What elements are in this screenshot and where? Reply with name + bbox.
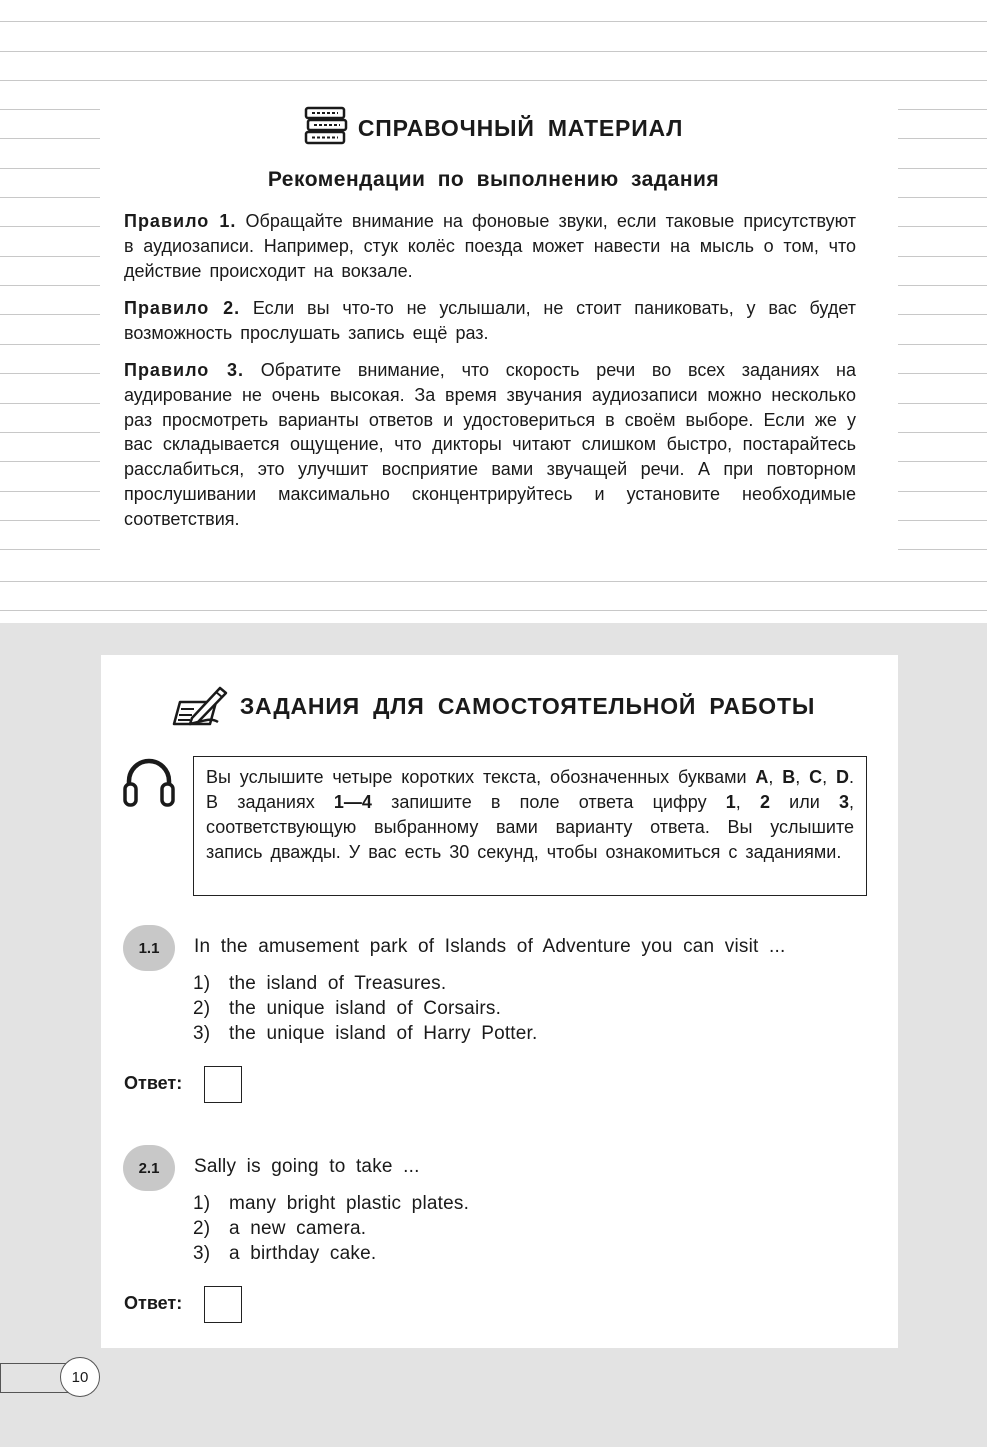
question-number-badge: 2.1 <box>123 1145 175 1191</box>
tasks-heading-text: ЗАДАНИЯ ДЛЯ САМОСТОЯТЕЛЬНОЙ РАБОТЫ <box>239 692 816 719</box>
letter-d: D <box>835 767 849 787</box>
ruled-line <box>0 51 987 52</box>
ruled-line <box>0 403 100 404</box>
digit-1: 1 <box>725 792 736 812</box>
rule-1-text: Обращайте внимание на фоновые звуки, если таковые присутствуют в аудиозаписи. Например, стук колёс поезда может навести на мысль о том, что действие происходит на вокзале. <box>124 211 856 281</box>
ruled-line <box>898 461 987 462</box>
instruction-text: , соответствующую выбранному вами варианту ответа. Вы услышите запись дважды. У вас есть 30 секунд, чтобы ознакомиться с заданиями. <box>206 792 854 862</box>
ruled-line <box>898 256 987 257</box>
question-number-badge: 1.1 <box>123 925 175 971</box>
option-number: 1) <box>193 973 211 994</box>
rule-1 <box>124 209 856 283</box>
option-number: 3) <box>193 1243 211 1264</box>
task-range: 1—4 <box>333 792 372 812</box>
answer-option <box>193 1218 366 1240</box>
option-text: the island of Treasures. <box>229 973 447 994</box>
ruled-line <box>898 520 987 521</box>
recommendations-subheading: Рекомендации по выполнению задания <box>267 168 720 191</box>
option-number: 1) <box>193 1193 211 1214</box>
letter-c: C <box>809 767 823 787</box>
digit-2: 2 <box>759 792 770 812</box>
answer-option <box>193 1193 469 1215</box>
answer-box[interactable] <box>204 1286 242 1323</box>
instruction-text: . В заданиях <box>206 767 854 812</box>
ruled-line <box>0 520 100 521</box>
ruled-line <box>898 403 987 404</box>
rule-2-text: Если вы что-то не услышали, не стоит паниковать, у вас будет возможность прослушать запись ещё раз. <box>124 298 856 343</box>
option-text: a new camera. <box>229 1218 367 1239</box>
question-text: Sally is going to take ... <box>194 1156 420 1177</box>
ruled-line <box>0 491 100 492</box>
option-text: a birthday cake. <box>229 1243 377 1264</box>
option-text: the unique island of Corsairs. <box>229 998 502 1019</box>
option-number: 3) <box>193 1023 211 1044</box>
letter-a: A <box>755 767 769 787</box>
ruled-line <box>898 432 987 433</box>
ruled-line <box>0 461 100 462</box>
ruled-line <box>0 256 100 257</box>
ruled-line <box>0 549 100 550</box>
ruled-line <box>898 491 987 492</box>
answer-option <box>193 998 501 1020</box>
ruled-line <box>0 373 100 374</box>
reference-heading-text: СПРАВОЧНЫЙ МАТЕРИАЛ <box>357 114 684 141</box>
ruled-line <box>0 314 100 315</box>
answer-option <box>193 1023 538 1045</box>
letter-b: B <box>782 767 796 787</box>
ruled-line <box>898 373 987 374</box>
answer-box[interactable] <box>204 1066 242 1103</box>
answer-label: Ответ: <box>124 1293 183 1313</box>
ruled-line <box>0 21 987 22</box>
digit-3: 3 <box>838 792 849 812</box>
rule-3-text: Обратите внимание, что скорость речи во всех заданиях на аудирование не очень высокая. За время звучания аудиозаписи можно несколько раз просмотреть варианты ответов и удостовериться в своём выборе. Если же у вас складывается ощущение, что дикторы читают слишком быстро, постарайтесь расслабиться, это улучшит восприятие вами звучащей речи. А при повторном прослушивании максимально сконцентрируйтесь и установите необходимые соответствия. <box>124 360 856 529</box>
pencil-writing-icon <box>172 682 230 731</box>
ruled-line <box>898 285 987 286</box>
instruction-text: запишите в поле ответа цифру <box>371 792 726 812</box>
answer-label: Ответ: <box>124 1073 183 1093</box>
rule-2-label: Правило 2. <box>124 298 241 318</box>
option-number: 2) <box>193 1218 211 1239</box>
ruled-line <box>898 197 987 198</box>
tasks-heading <box>0 686 987 726</box>
ruled-line <box>0 581 987 582</box>
rule-3-label: Правило 3. <box>124 360 245 380</box>
page-number: 10 <box>60 1357 100 1397</box>
ruled-line <box>0 344 100 345</box>
books-icon <box>304 106 348 151</box>
ruled-line <box>0 610 987 611</box>
instruction-box: Вы услышите четыре коротких текста, обозначенных буквами A, B, C, D. В заданиях 1—4 запишите в поле ответа цифру 1, 2 или 3, соответствующую выбранному вами варианту ответа. Вы услышите запись дважды. У вас есть 30 секунд, чтобы ознакомиться с заданиями. <box>193 756 867 896</box>
option-text: many bright plastic plates. <box>229 1193 470 1214</box>
rule-1-label: Правило 1. <box>124 211 237 231</box>
rule-2 <box>124 296 856 346</box>
headphones-icon <box>122 756 176 813</box>
ruled-line <box>0 226 100 227</box>
ruled-line <box>0 285 100 286</box>
reference-heading <box>0 110 987 146</box>
ruled-line <box>898 226 987 227</box>
ruled-line <box>0 80 987 81</box>
ruled-line <box>0 197 100 198</box>
instruction-text: Вы услышите четыре коротких текста, обозначенных буквами <box>206 767 756 787</box>
rule-3 <box>124 358 856 532</box>
ruled-line <box>0 432 100 433</box>
answer-option <box>193 1243 376 1265</box>
question-text: In the amusement park of Islands of Adventure you can visit ... <box>194 936 786 957</box>
ruled-line <box>898 549 987 550</box>
answer-option <box>193 973 446 995</box>
ruled-line <box>898 314 987 315</box>
instruction-text: или <box>769 792 839 812</box>
option-text: the unique island of Harry Potter. <box>229 1023 538 1044</box>
ruled-line <box>898 344 987 345</box>
option-number: 2) <box>193 998 211 1019</box>
